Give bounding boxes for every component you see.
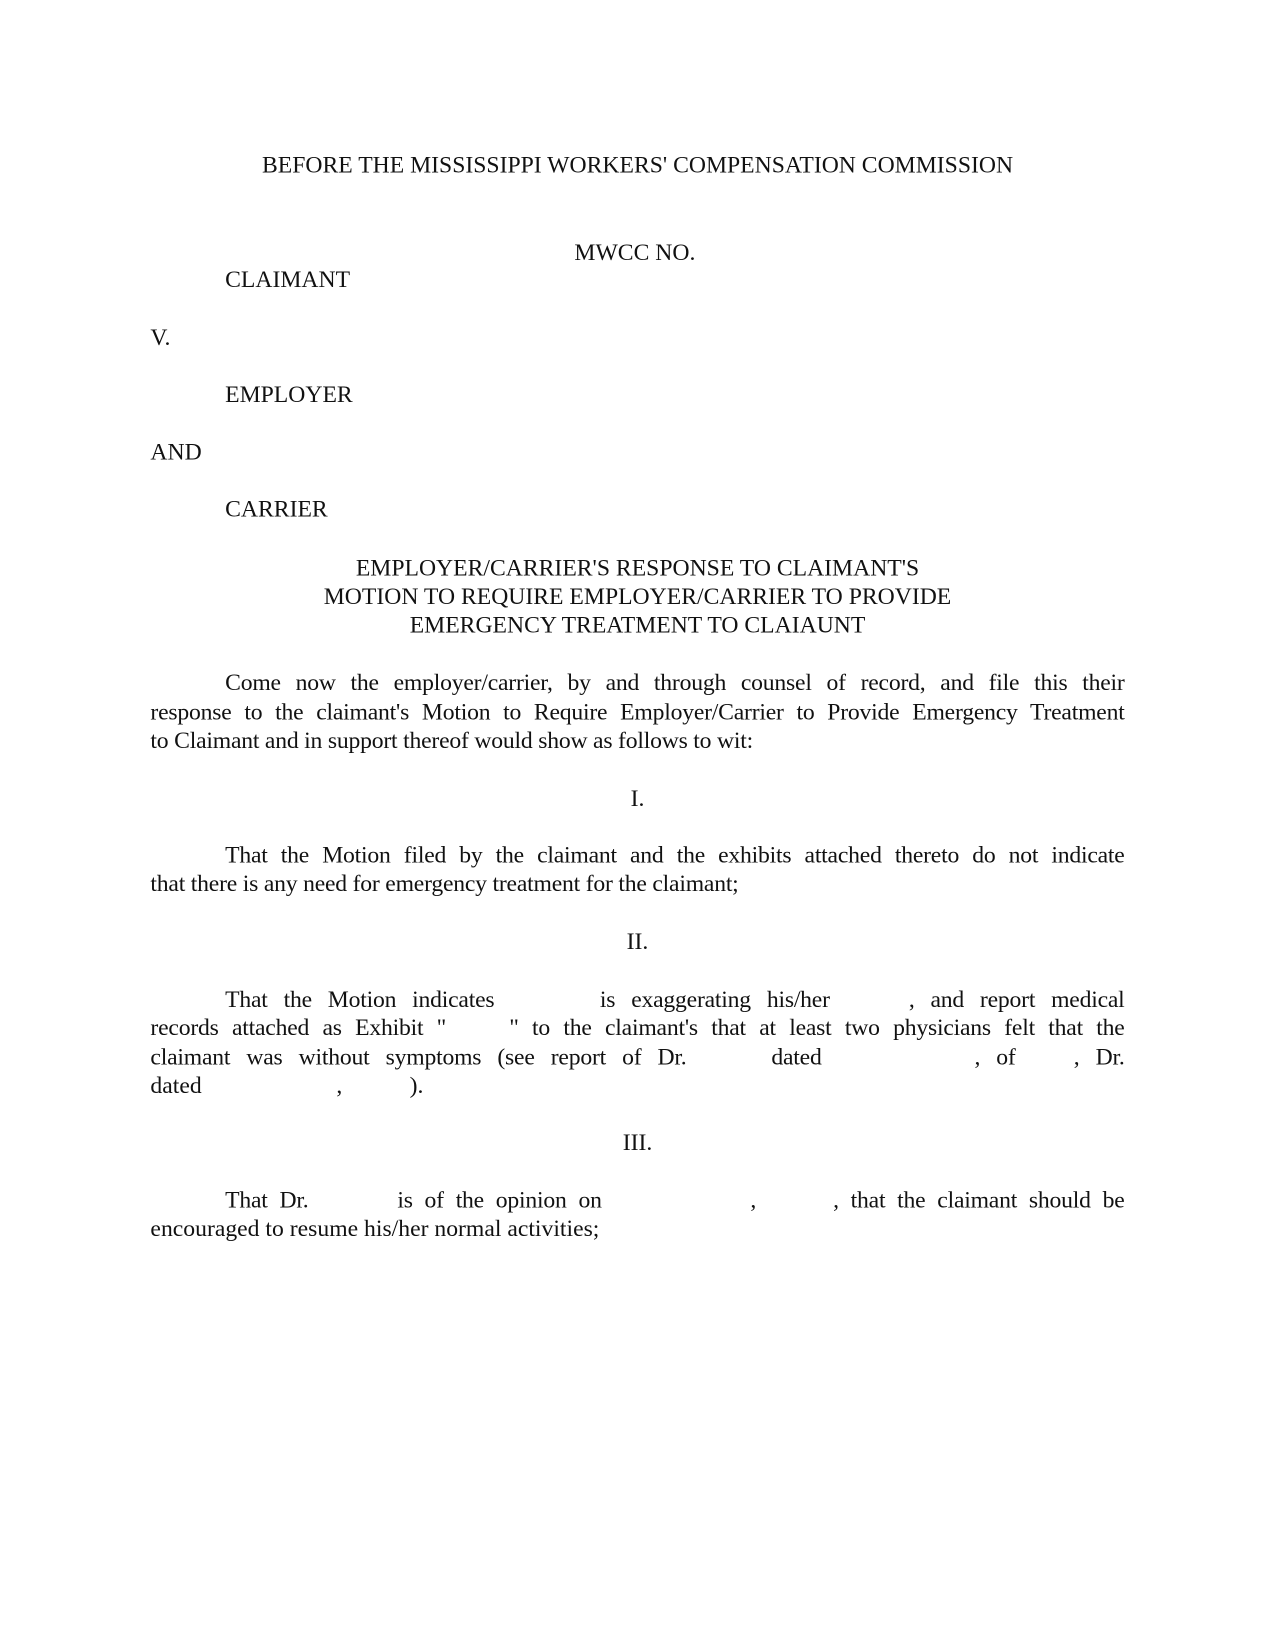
party-carrier: CARRIER <box>225 495 328 522</box>
section-2-line <box>225 986 1124 1013</box>
section-numeral: II. <box>626 927 649 955</box>
text: , Dr. <box>1073 1043 1125 1070</box>
commission-title: BEFORE THE MISSISSIPPI WORKERS' COMPENSATION COMMISSION <box>261 151 1014 178</box>
section-3-line <box>225 1187 1124 1214</box>
section-1-line: That the Motion filed by the claimant and the exhibits attached thereto do not indicate <box>225 841 1125 868</box>
document-heading-line: EMPLOYER/CARRIER'S RESPONSE TO CLAIMANT'S <box>355 554 920 581</box>
text: is exaggerating his/her <box>599 985 830 1013</box>
section-2-line <box>150 1014 1124 1041</box>
document-heading-line: MOTION TO REQUIRE EMPLOYER/CARRIER TO PROVIDE <box>323 582 952 610</box>
party-claimant: CLAIMANT <box>225 266 351 293</box>
intro-line: to Claimant and in support thereof would show as follows to wit: <box>150 726 753 754</box>
text: That Dr. <box>225 1186 309 1213</box>
section-1-line: that there is any need for emergency treatment for the claimant; <box>150 870 739 897</box>
text: ). <box>409 1071 424 1099</box>
text: , that the claimant should be <box>833 1186 1125 1213</box>
section-2-line <box>150 1072 423 1099</box>
text: is of the opinion on <box>397 1186 602 1213</box>
text: , <box>336 1071 343 1099</box>
text: records attached as Exhibit " <box>150 1014 447 1041</box>
and-label: AND <box>150 438 202 465</box>
text: , of <box>974 1043 1016 1070</box>
section-numeral: III. <box>622 1128 653 1156</box>
text: That the Motion indicates <box>225 985 495 1013</box>
text: , and report medical <box>908 985 1125 1013</box>
text: , <box>750 1186 757 1213</box>
versus-label: V. <box>150 324 171 351</box>
section-numeral: I. <box>630 784 645 812</box>
party-employer: EMPLOYER <box>225 380 353 408</box>
intro-line: Come now the employer/carrier, by and through counsel of record, and file this their <box>225 669 1125 696</box>
section-3-line: encouraged to resume his/her normal activities; <box>150 1215 600 1242</box>
case-number-label: MWCC NO. <box>574 238 696 266</box>
text: dated <box>150 1071 202 1099</box>
section-2-line <box>150 1044 1124 1071</box>
text: dated <box>771 1043 822 1070</box>
document-heading-line: EMERGENCY TREATMENT TO CLAIAUNT <box>409 611 866 638</box>
text: claimant was without symptoms (see report of Dr. <box>150 1043 687 1070</box>
text: " to the claimant's that at least two physicians felt that the <box>509 1014 1125 1041</box>
intro-line: response to the claimant's Motion to Require Employer/Carrier to Provide Emergency Treatment <box>150 698 1125 725</box>
